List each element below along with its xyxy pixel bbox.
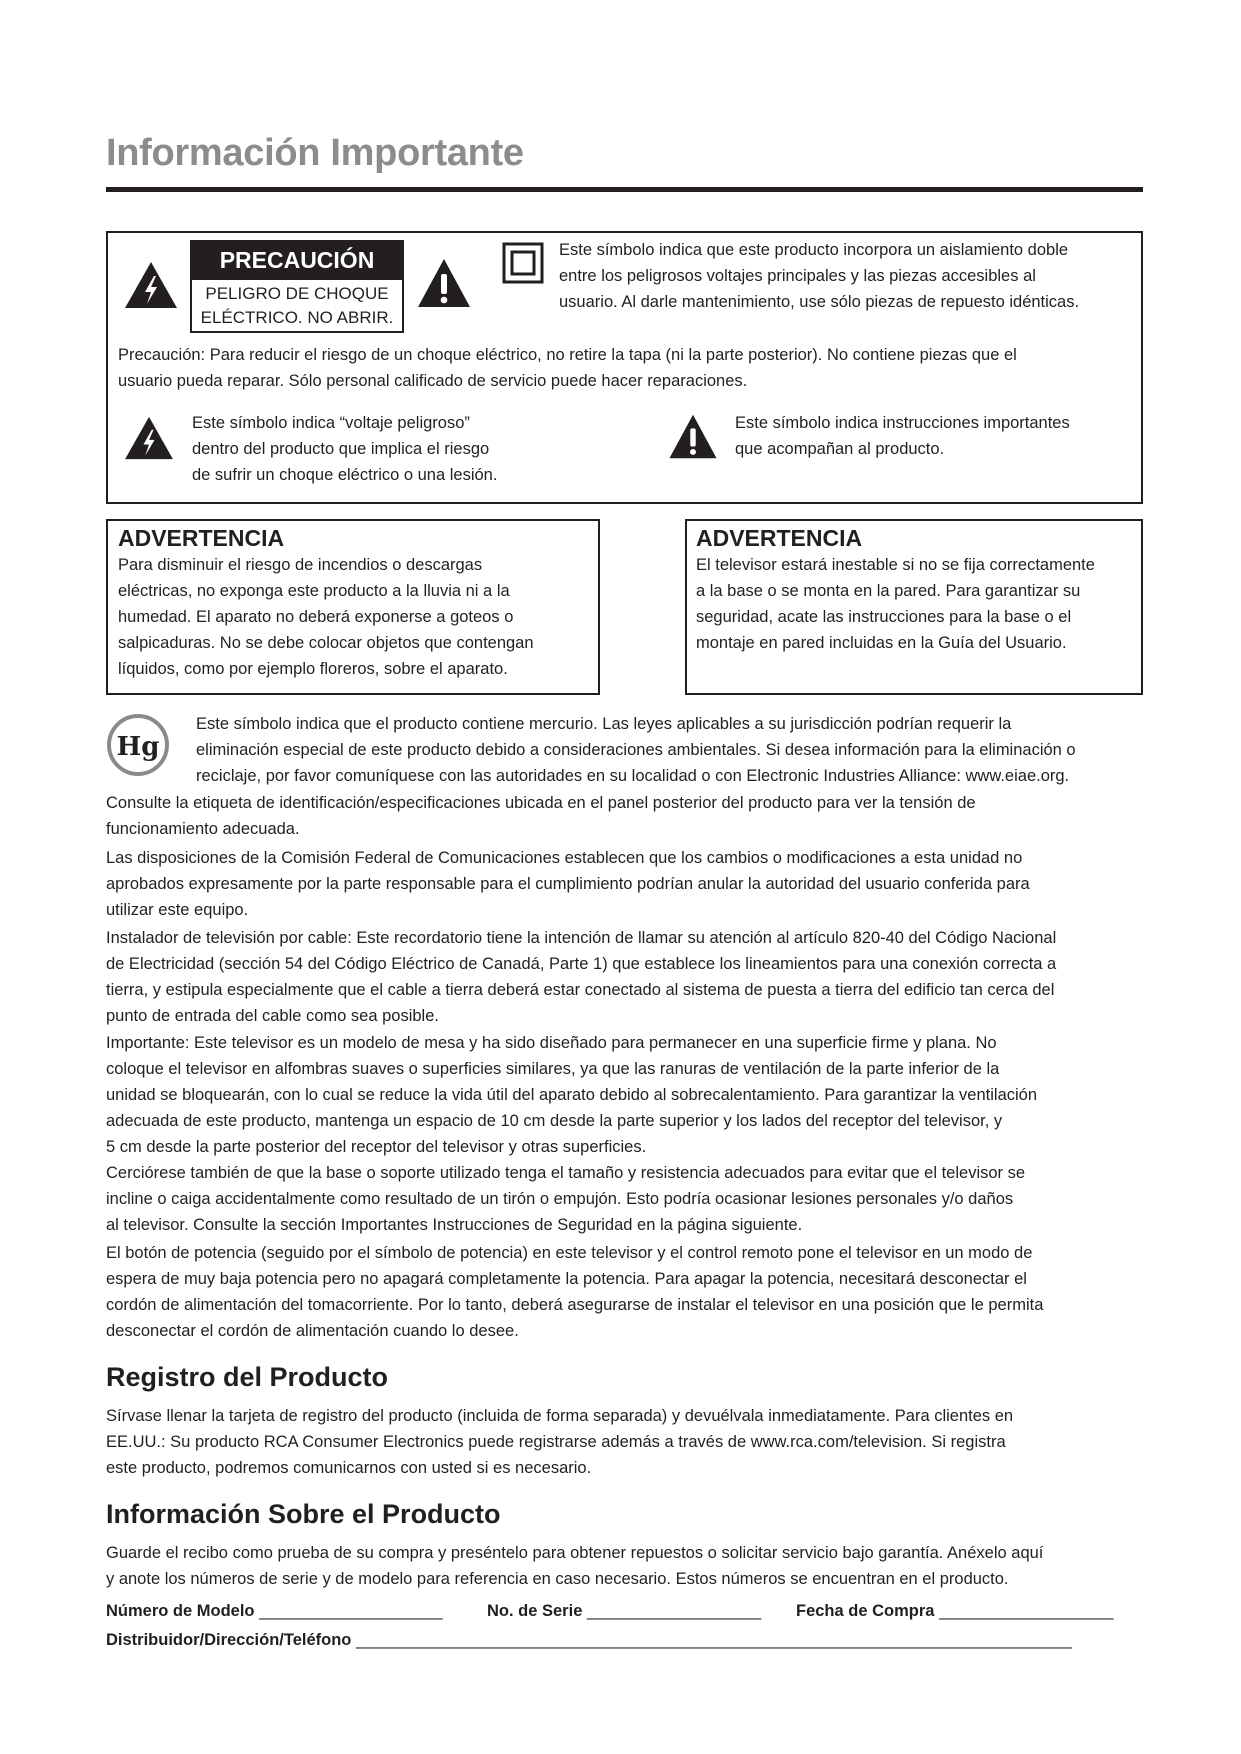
- text-line: EE.UU.: Su producto RCA Consumer Electronics puede registrarse además a través de www.rca.com/television. Si registra: [106, 1433, 1006, 1451]
- serial-number-label: No. de Serie: [487, 1602, 583, 1620]
- dealer-blank[interactable]: ______________________________________________________________________________: [355, 1631, 1072, 1649]
- text-line: montaje en pared incluidas en la Guía del Usuario.: [696, 634, 1067, 652]
- title-rule: [106, 187, 1143, 192]
- paragraph-stand: [106, 1160, 1146, 1238]
- text-line: desconectar el cordón de alimentación cuando lo desee.: [106, 1322, 519, 1340]
- text-line: utilizar este equipo.: [106, 901, 249, 919]
- text-line: Para disminuir el riesgo de incendios o descargas: [118, 556, 483, 574]
- double-insulation-icon: [502, 242, 544, 284]
- purchase-date-label: Fecha de Compra: [796, 1602, 935, 1620]
- text-line: Este símbolo indica instrucciones importantes: [735, 414, 1070, 432]
- double-insulation-text: [559, 237, 1139, 315]
- text-line: usuario. Al darle mantenimiento, use sólo piezas de repuesto idénticas.: [559, 293, 1080, 311]
- paragraph-power: [106, 1240, 1146, 1344]
- exclamation-warning-icon: [667, 413, 719, 461]
- text-line: Precaución: Para reducir el riesgo de un choque eléctrico, no retire la tapa (ni la parte posterior). No contiene piezas que el: [118, 346, 1017, 364]
- text-line: Sírvase llenar la tarjeta de registro del producto (incluida de forma separada) y devuélvala inmediatamente. Para clientes en: [106, 1407, 1014, 1425]
- text-line: Cerciórese también de que la base o soporte utilizado tenga el tamaño y resistencia adecuados para evitar que el televisor se: [106, 1164, 1026, 1182]
- text-line: al televisor. Consulte la sección Importantes Instrucciones de Seguridad en la página siguiente.: [106, 1216, 803, 1234]
- text-line: eliminación especial de este producto debido a consideraciones ambientales. Si desea información para la eliminación o: [196, 741, 1076, 759]
- warning-title: ADVERTENCIA: [118, 525, 285, 551]
- warning-right-content: [696, 524, 1140, 656]
- text-line: dentro del producto que implica el riesgo: [192, 440, 490, 458]
- exclamation-warning-icon: [416, 257, 472, 310]
- text-line: incline o caiga accidentalmente como resultado de un tirón o empujón. Esto podría ocasionar lesiones personales y/o daños: [106, 1190, 1014, 1208]
- text-line: reciclaje, por favor comuníquese con las autoridades en su localidad o con Electronic Industries Alliance: www.eiae.org.: [196, 767, 1070, 785]
- model-number-blank[interactable]: ____________________: [259, 1602, 443, 1620]
- page-title: Información Importante: [106, 132, 524, 174]
- voltage-symbol-text: [192, 410, 572, 488]
- text-line: Las disposiciones de la Comisión Federal de Comunicaciones establecen que los cambios o modificaciones a esta unidad no: [106, 849, 1023, 867]
- serial-number-field: [487, 1598, 761, 1624]
- paragraph-ventilation: [106, 1030, 1146, 1160]
- mercury-text: [196, 711, 1146, 789]
- text-line: coloque el televisor en alfombras suaves o superficies similares, ya que las ranuras de ventilación de la parte inferior de la: [106, 1060, 1000, 1078]
- warning-text: [696, 552, 1140, 656]
- important-symbol-text: [735, 410, 1135, 462]
- text-line: aprobados expresamente por la parte responsable para el cumplimiento podrían anular la autoridad del usuario conferida para: [106, 875, 1030, 893]
- lightning-warning-icon: [123, 415, 175, 461]
- text-line: adecuada de este producto, mantenga un espacio de 10 cm desde la parte superior y los lados del receptor del televisor, y: [106, 1112, 1003, 1130]
- precaution-text: [118, 342, 1138, 394]
- mercury-symbol-text: Hg: [116, 732, 160, 762]
- dealer-field: [106, 1627, 1143, 1653]
- text-line: y anote los números de serie y de modelo para referencia en caso necesario. Estos números se encuentran en el producto.: [106, 1570, 1009, 1588]
- text-line: 5 cm desde la parte posterior del receptor del televisor y otras superficies.: [106, 1138, 647, 1156]
- registration-heading: Registro del Producto: [106, 1362, 389, 1392]
- text-line: que acompañan al producto.: [735, 440, 945, 458]
- text-line: eléctricas, no exponga este producto a la lluvia ni a la: [118, 582, 510, 600]
- paragraph-cable-installer: [106, 925, 1146, 1029]
- text-line: Este símbolo indica que el producto contiene mercurio. Las leyes aplicables a su jurisdicción podrían requerir la: [196, 715, 1012, 733]
- purchase-date-blank[interactable]: ___________________: [939, 1602, 1114, 1620]
- lightning-warning-icon: [123, 260, 179, 310]
- text-line: Guarde el recibo como prueba de su compra y preséntelo para obtener repuestos o solicitar servicio bajo garantía. Anéxelo aquí: [106, 1544, 1044, 1562]
- text-line: a la base o se monta en la pared. Para garantizar su: [696, 582, 1081, 600]
- text-line: tierra, y estipula especialmente que el cable a tierra deberá estar conectado al sistema de puesta a tierra del edificio tan cerca del: [106, 981, 1055, 999]
- paragraph-voltage-label: [106, 790, 1146, 842]
- text-line: El televisor estará inestable si no se fija correctamente: [696, 556, 1095, 574]
- text-line: este producto, podremos comunicarnos con usted si es necesario.: [106, 1459, 592, 1477]
- text-line: entre los peligrosos voltajes principales y las piezas accesibles al: [559, 267, 1036, 285]
- text-line: Consulte la etiqueta de identificación/especificaciones ubicada en el panel posterior del producto para ver la tensión de: [106, 794, 976, 812]
- text-line: unidad se bloquearán, con lo cual se reduce la vida útil del aparato debido al sobrecalentamiento. Para garantizar la ventilación: [106, 1086, 1038, 1104]
- caution-sublabel: [190, 280, 404, 333]
- text-line: seguridad, acate las instrucciones para la base o el: [696, 608, 1072, 626]
- model-number-label: Número de Modelo: [106, 1602, 255, 1620]
- caution-label: PRECAUCIÓN: [190, 240, 404, 280]
- model-number-field: [106, 1598, 443, 1624]
- product-info-heading: Información Sobre el Producto: [106, 1499, 501, 1529]
- warning-left-content: [118, 524, 596, 682]
- product-info-text: [106, 1540, 1146, 1592]
- serial-number-blank[interactable]: ___________________: [586, 1602, 762, 1620]
- text-line: salpicaduras. No se debe colocar objetos que contengan: [118, 634, 534, 652]
- text-line: usuario pueda reparar. Sólo personal calificado de servicio puede hacer reparaciones.: [118, 372, 748, 390]
- text-line: punto de entrada del cable como sea posible.: [106, 1007, 439, 1025]
- text-line: Este símbolo indica “voltaje peligroso”: [192, 414, 470, 432]
- dealer-label: Distribuidor/Dirección/Teléfono: [106, 1631, 352, 1649]
- text-line: Importante: Este televisor es un modelo de mesa y ha sido diseñado para permanecer en una superficie firme y plana. No: [106, 1034, 997, 1052]
- text-line: espera de muy baja potencia pero no apagará completamente la potencia. Para apagar la potencia, necesitará desconectar el: [106, 1270, 1027, 1288]
- text-line: de sufrir un choque eléctrico o una lesión.: [192, 466, 498, 484]
- text-line: funcionamiento adecuada.: [106, 820, 300, 838]
- mercury-hg-icon: [106, 713, 170, 777]
- text-line: líquidos, como por ejemplo floreros, sobre el aparato.: [118, 660, 508, 678]
- warning-title: ADVERTENCIA: [696, 525, 863, 551]
- caution-sub-line: ELÉCTRICO. NO ABRIR.: [200, 308, 394, 327]
- text-line: El botón de potencia (seguido por el símbolo de potencia) en este televisor y el control remoto pone el televisor en un modo de: [106, 1244, 1033, 1262]
- caution-sub-line: PELIGRO DE CHOQUE: [205, 284, 389, 303]
- text-line: cordón de alimentación del tomacorriente. Por lo tanto, deberá asegurarse de instalar el televisor en una posición que le permita: [106, 1296, 1044, 1314]
- registration-text: [106, 1403, 1146, 1481]
- purchase-date-field: [796, 1598, 1113, 1624]
- text-line: Este símbolo indica que este producto incorpora un aislamiento doble: [559, 241, 1069, 259]
- text-line: de Electricidad (sección 54 del Código Eléctrico de Canadá, Parte 1) que establece los lineamientos para una conexión correcta a: [106, 955, 1057, 973]
- text-line: Instalador de televisión por cable: Este recordatorio tiene la intención de llamar su atención al artículo 820-40 del Código Nacional: [106, 929, 1057, 947]
- warning-text: [118, 552, 596, 682]
- text-line: humedad. El aparato no deberá exponerse a goteos o: [118, 608, 514, 626]
- paragraph-fcc: [106, 845, 1146, 923]
